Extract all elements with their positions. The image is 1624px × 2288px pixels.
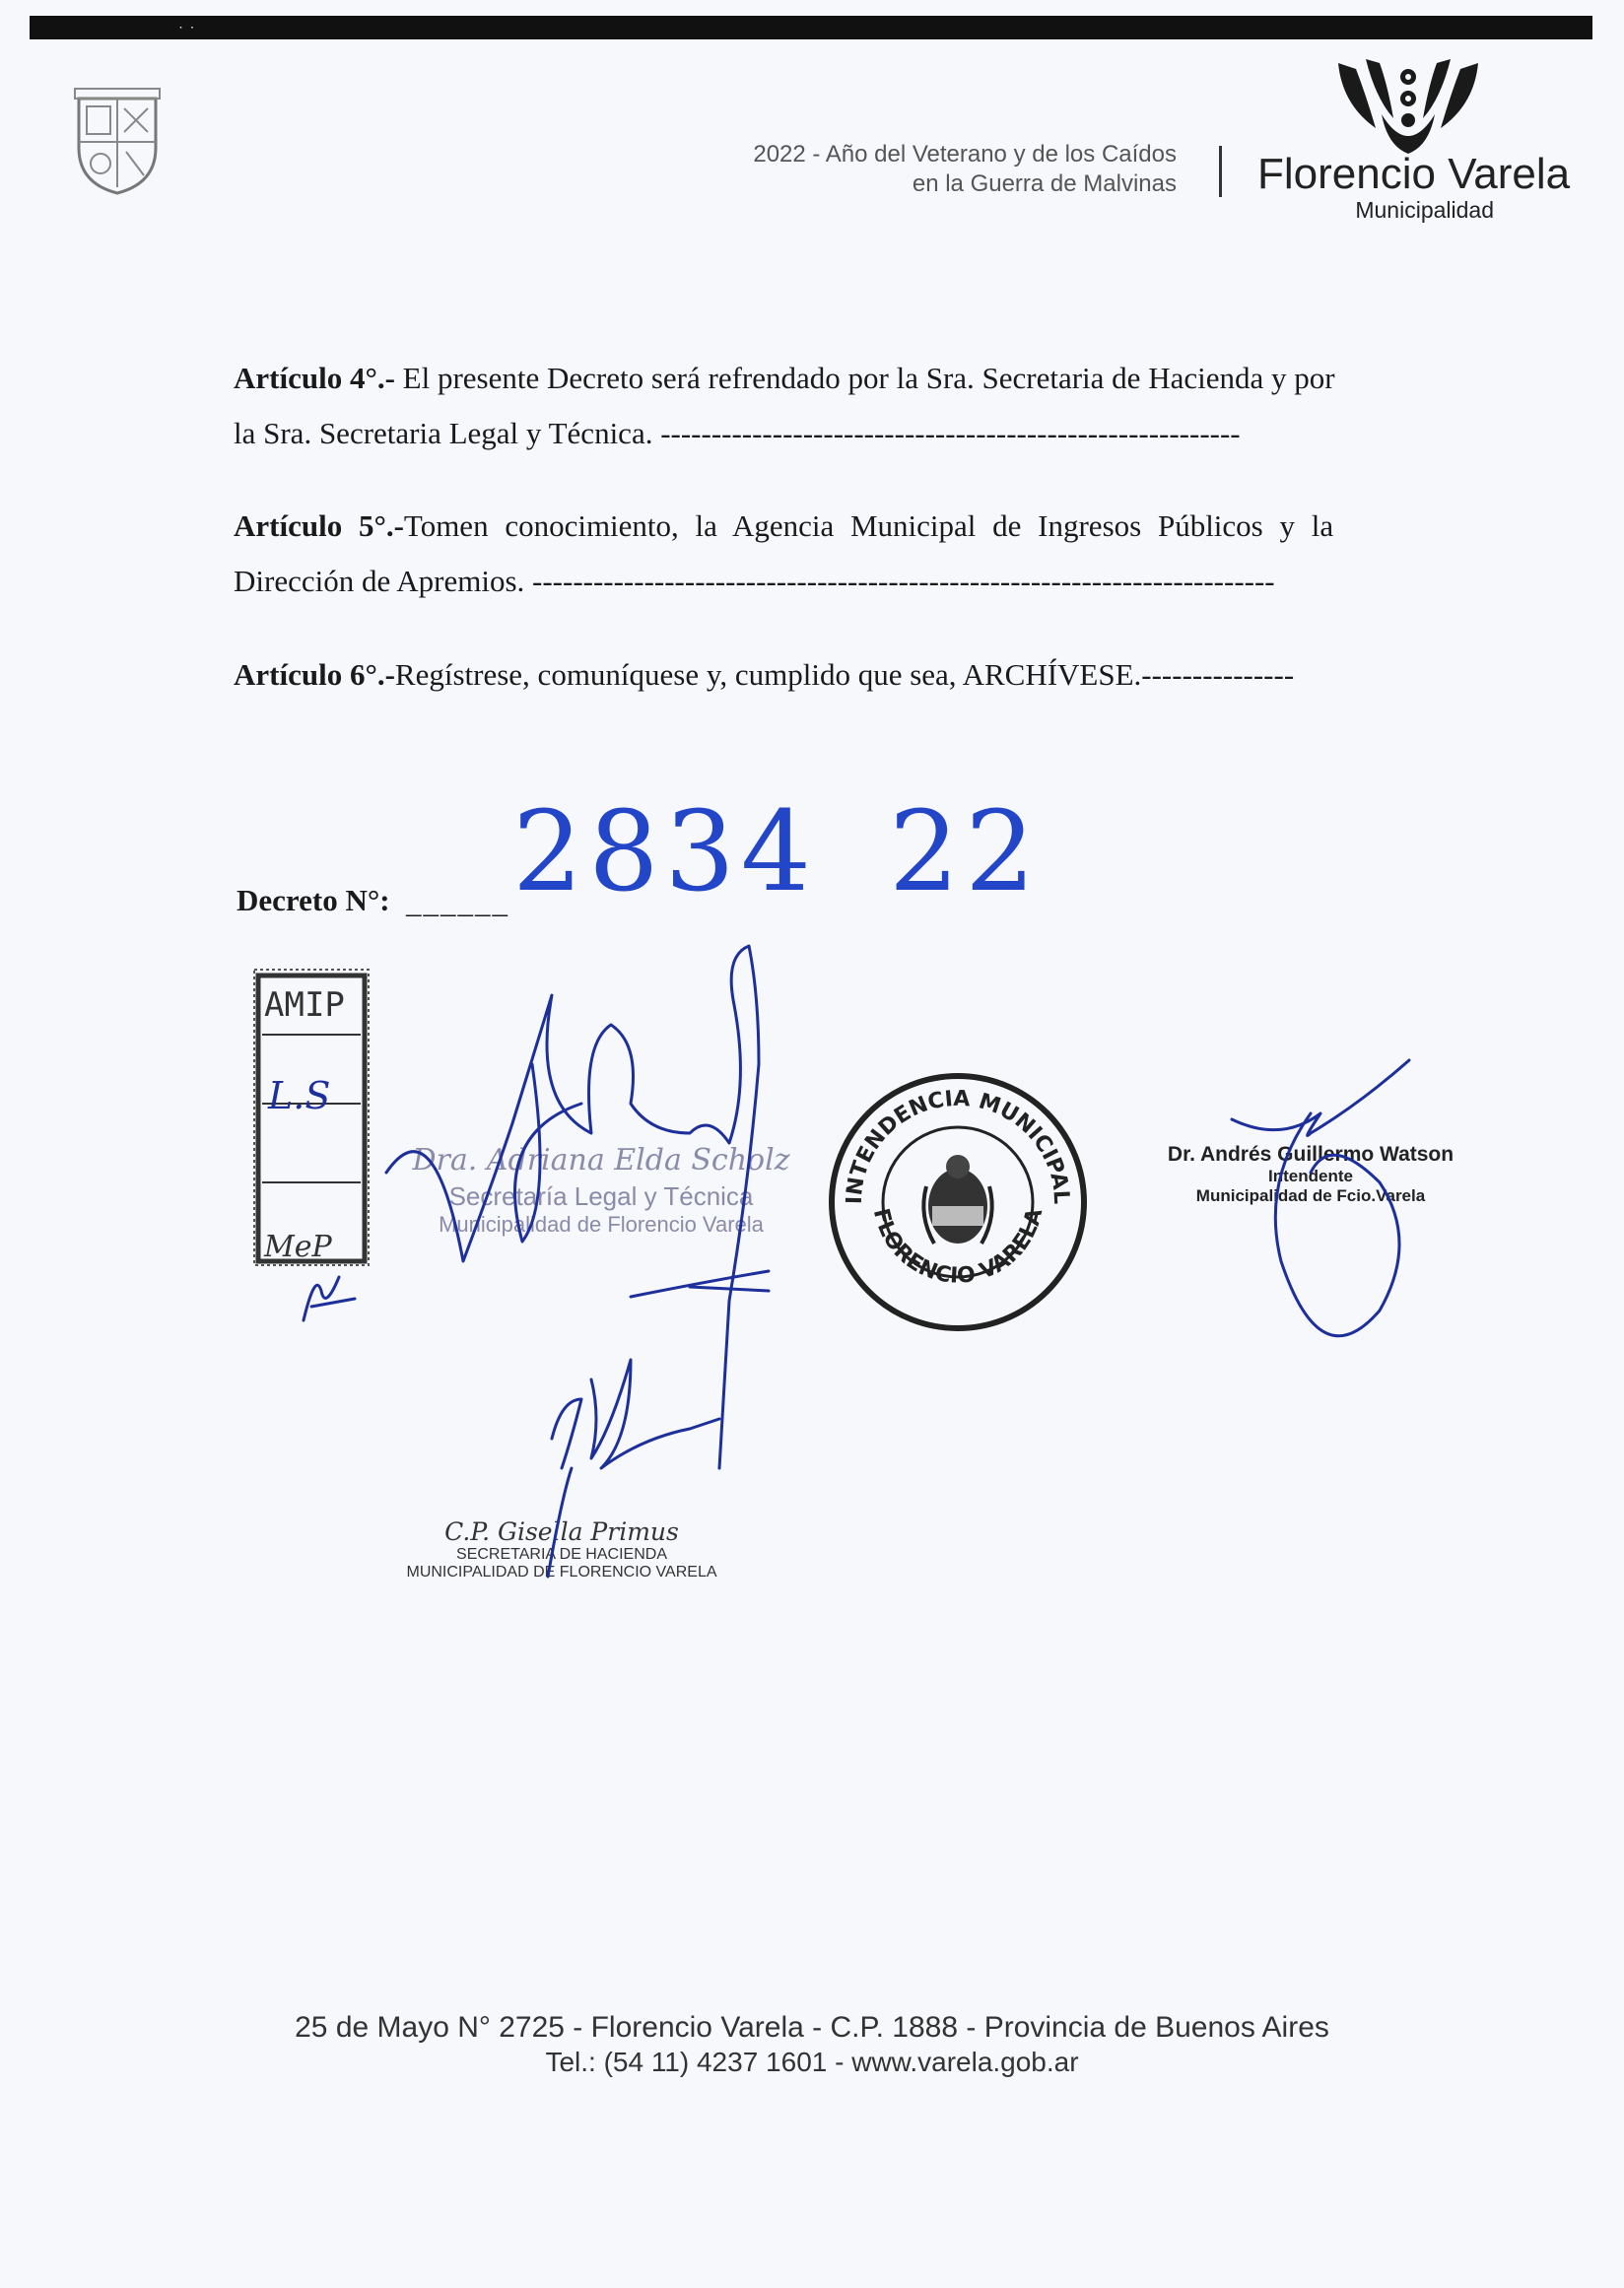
decreto-year-stamp: 22	[889, 788, 1042, 916]
scan-top-border	[30, 16, 1592, 39]
primus-role: SECRETARIA DE HACIENDA	[456, 1546, 667, 1563]
decreto-number-stamp: 2834	[512, 788, 818, 916]
brand-name: Florencio Varela	[1257, 150, 1571, 198]
watson-role: Intendente	[1268, 1167, 1353, 1185]
article-5	[234, 499, 1408, 609]
article-4	[234, 351, 1408, 461]
intendencia-seal	[824, 1068, 1092, 1336]
seal-bottom-text: FLORENCIO VARELA	[867, 1205, 1049, 1290]
watson-org: Municipalidad de Fcio.Varela	[1195, 1186, 1426, 1205]
footer	[197, 2010, 1427, 2079]
header-divider	[1219, 146, 1222, 197]
article-6-label: Artículo 6°.-	[234, 657, 395, 692]
article-6	[234, 647, 1408, 703]
primus-name: C.P. Gisella Primus	[444, 1517, 679, 1546]
scholz-role: Secretaría Legal y Técnica	[448, 1181, 754, 1211]
brand-subtitle: Municipalidad	[1355, 197, 1494, 223]
scholz-org: Municipalidad de Florencio Varela	[439, 1212, 764, 1237]
article-4-label: Artículo 4°.-	[234, 361, 395, 395]
article-6-line-1: Regístrese, comuníquese y, cumplido que sea, ARCHÍVESE.---------------	[394, 657, 1295, 692]
amip-entry-1: L.S	[268, 1074, 331, 1117]
decreto-blank-line: ______	[406, 885, 509, 919]
signature-block-primus	[374, 1517, 749, 1581]
motto-line-2: en la Guerra de Malvinas	[912, 170, 1177, 197]
primus-org: MUNICIPALIDAD DE FLORENCIO VARELA	[406, 1564, 717, 1581]
article-4-line-2: la Sra. Secretaria Legal y Técnica. ---------------------------------------------------------	[234, 416, 1241, 450]
motto-line-1: 2022 - Año del Veterano y de los Caídos	[753, 141, 1177, 168]
municipal-crest-icon	[73, 87, 162, 197]
seal-top-text: INTENDENCIA MUNICIPAL	[842, 1086, 1074, 1205]
florencio-varela-logo-icon	[1332, 55, 1484, 158]
scan-artifact: ˙ ˙	[177, 26, 196, 41]
article-5-label: Artículo 5°.-	[234, 508, 404, 543]
national-coat-of-arms-icon	[923, 1155, 991, 1244]
amip-stamp-title: AMIP	[264, 985, 345, 1025]
decreto-label: Decreto N°:	[237, 883, 390, 917]
signature-block-scholz	[404, 1143, 798, 1238]
article-5-line-1: Tomen conocimiento, la Agencia Municipal de Ingresos Públicos y la	[403, 508, 1334, 543]
scholz-signature-underline	[631, 1271, 769, 1297]
amip-initials	[304, 1277, 355, 1320]
article-4-line-1: El presente Decreto será refrendado por la Sra. Secretaria de Hacienda y por	[394, 361, 1335, 395]
year-motto	[552, 140, 1177, 199]
amip-entry-3: MeP	[264, 1230, 332, 1264]
article-5-line-2: Dirección de Apremios. -------------------------------------------------------------------------	[234, 564, 1275, 598]
footer-contact: Tel.: (54 11) 4237 1601 - www.varela.gob.ar	[545, 2047, 1079, 2077]
footer-address: 25 de Mayo N° 2725 - Florencio Varela - C.P. 1888 - Provincia de Buenos Aires	[295, 2011, 1329, 2044]
signature-block-watson	[1153, 1143, 1468, 1206]
watson-name: Dr. Andrés Guillermo Watson	[1167, 1143, 1455, 1166]
scholz-name: Dra. Adriana Elda Scholz	[412, 1143, 790, 1178]
